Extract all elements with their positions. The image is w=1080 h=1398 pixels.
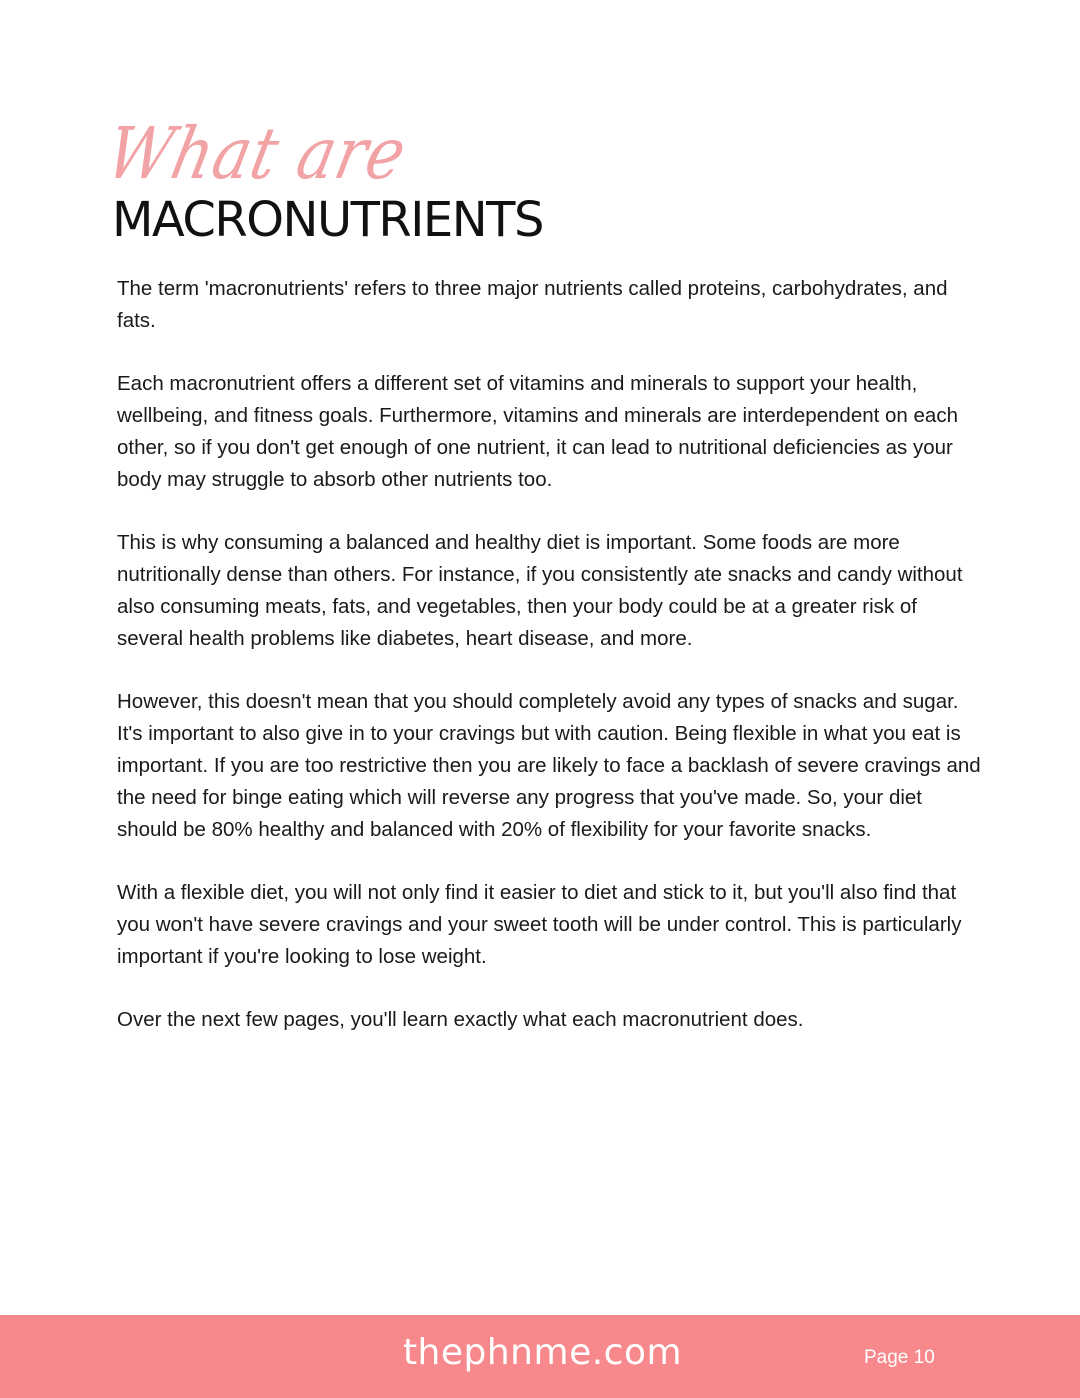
page-heading (99, 111, 812, 258)
page-title: MACRONUTRIENTS (112, 192, 543, 248)
page-number: Page 10 (864, 1347, 935, 1368)
paragraph: Over the next few pages, you'll learn exactly what each macronutrient does. (117, 1008, 804, 1032)
paragraph: With a flexible diet, you will not only find it easier to diet and stick to it, but you'll also find that you won't have severe cravings and your sweet tooth will be under control. This is particularly important if you're looking to lose weight. (117, 881, 962, 968)
paragraph: However, this doesn't mean that you should completely avoid any types of snacks and sugar. It's important to also give in to your cravings but with caution. Being flexible in what you eat is important. If you are too restrictive then you are likely to face a backlash of severe cravings and the need for binge eating which will reverse any progress that you've made. So, your diet should be 80% healthy and balanced with 20% of flexibility for your favorite snacks. (117, 690, 981, 841)
footer-bar (0, 1315, 1080, 1398)
paragraph: Each macronutrient offers a different set of vitamins and minerals to support your health, wellbeing, and fitness goals. Furthermore, vitamins and minerals are interdependent on each other, so if you don't get enough of one nutrient, it can lead to nutritional deficiencies as your body may struggle to absorb other nutrients too. (117, 372, 958, 491)
footer-website: thephnme.com (402, 1332, 683, 1373)
body-text (117, 273, 987, 1068)
paragraph: This is why consuming a balanced and healthy diet is important. Some foods are more nutritionally dense than others. For instance, if you consistently ate snacks and candy without also consuming meats, fats, and vegetables, then your body could be at a greater risk of several health problems like diabetes, heart disease, and more. (117, 531, 963, 650)
heading-script-text: What are (99, 111, 415, 196)
paragraph: The term 'macronutrients' refers to three major nutrients called proteins, carbohydrates, and fats. (117, 277, 948, 332)
